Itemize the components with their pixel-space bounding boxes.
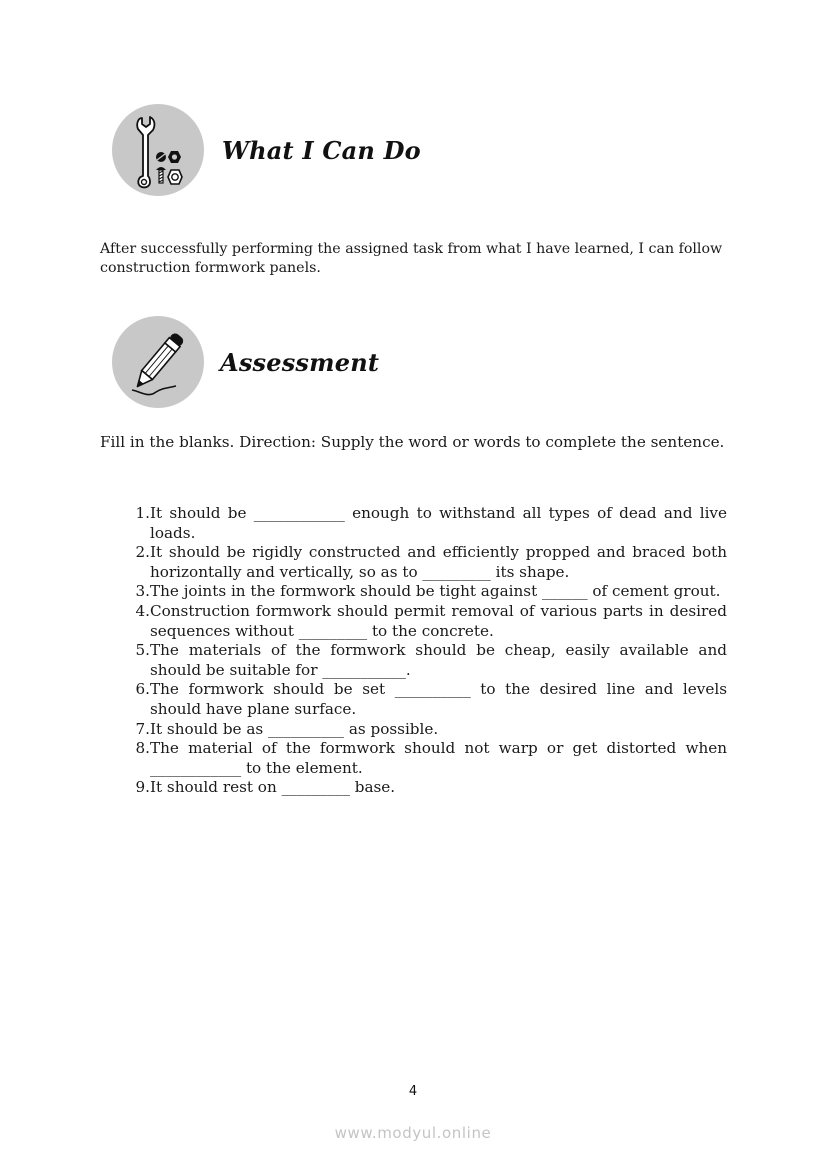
item-text: The materials of the formwork should be cheap, easily available and should be suitable for ___________. xyxy=(150,641,727,679)
assessment-header xyxy=(112,316,379,408)
list-item xyxy=(116,602,727,641)
question-list xyxy=(116,504,727,798)
item-number: 5. xyxy=(135,641,150,660)
list-item xyxy=(116,739,727,778)
item-text: It should be as __________ as possible. xyxy=(150,719,439,738)
page-number: 4 xyxy=(408,1084,418,1099)
item-text: Construction formwork should permit removal of various parts in desired sequences without _________ to the concrete. xyxy=(150,601,727,640)
item-number: 9. xyxy=(135,778,150,797)
list-item xyxy=(116,641,727,680)
what-i-can-do-header xyxy=(112,104,421,196)
item-number: 3. xyxy=(135,582,150,601)
wrench-bolts-icon xyxy=(112,104,204,196)
assessment-direction: Fill in the blanks. Direction: Supply the word or words to complete the sentence. xyxy=(100,433,725,451)
item-number: 7. xyxy=(135,719,150,738)
item-number: 8. xyxy=(135,739,150,758)
item-text: The material of the formwork should not warp or get distorted when ____________ to the element. xyxy=(150,739,727,777)
list-item xyxy=(116,680,727,719)
pencil-icon xyxy=(112,316,204,408)
list-item xyxy=(116,504,727,543)
item-text: It should rest on _________ base. xyxy=(150,778,396,797)
list-item xyxy=(116,543,727,582)
item-number: 6. xyxy=(135,680,150,699)
list-item xyxy=(116,582,727,602)
item-text: The joints in the formwork should be tight against ______ of cement grout. xyxy=(150,582,721,601)
what-i-can-do-text: After successfully performing the assigned task from what I have learned, I can follow construction formwork panels. xyxy=(100,241,723,276)
list-item xyxy=(116,778,727,798)
item-text: It should be ____________ enough to withstand all types of dead and live loads. xyxy=(150,504,727,542)
list-item xyxy=(116,720,727,740)
item-number: 1. xyxy=(135,504,150,522)
item-number: 2. xyxy=(135,543,150,562)
watermark: www.modyul.online xyxy=(334,1124,492,1142)
item-number: 4. xyxy=(135,601,150,620)
item-text: It should be rigidly constructed and efficiently propped and braced both horizontally and vertically, so as to _________ its shape. xyxy=(150,543,727,581)
item-text: The formwork should be set __________ to the desired line and levels should have plane surface. xyxy=(150,680,727,718)
section-title: What I Can Do xyxy=(222,135,421,165)
section-title: Assessment xyxy=(220,347,380,377)
